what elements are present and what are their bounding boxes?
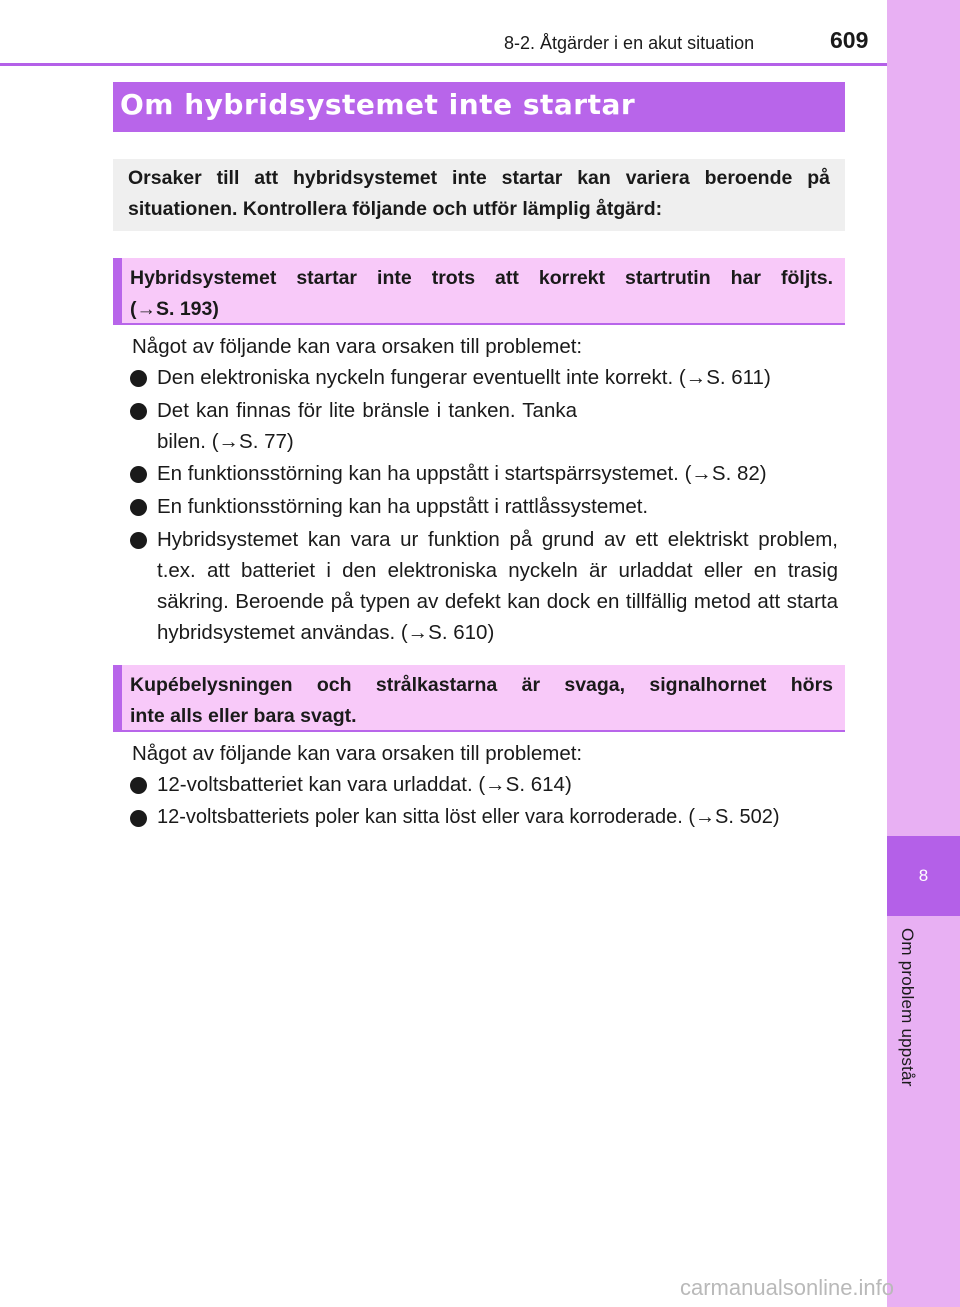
section-heading-1 — [113, 258, 845, 325]
side-tab-strip — [887, 0, 960, 1307]
bullet-icon — [130, 466, 147, 483]
list-item-text: Det kan finnas för lite bränsle i tanken. Tanka bilen. (→S. 77) — [157, 399, 577, 453]
bullet-icon — [130, 499, 147, 516]
section-1-lead: Något av följande kan vara orsaken till problemet: — [132, 335, 583, 358]
bullet-icon — [130, 403, 147, 420]
list-item-text: Den elektroniska nyckeln fungerar eventuellt inte korrekt. (→S. 611) — [157, 366, 771, 389]
list-item — [130, 524, 838, 648]
chapter-number-tab: 8 — [887, 836, 960, 916]
section-heading-2-line1: Kupébelysningen och strålkastarna är svaga, signalhornet hörs — [130, 674, 833, 696]
list-item-text: En funktionsstörning kan ha uppstått i rattlåssystemet. — [157, 495, 649, 518]
list-item — [130, 802, 838, 833]
list-item — [130, 458, 838, 489]
bullet-icon — [130, 370, 147, 387]
intro-box: Orsaker till att hybridsystemet inte startar kan variera beroende på situationen. Kontrollera följande och utför lämplig åtgärd: — [113, 159, 845, 231]
bullet-icon — [130, 532, 147, 549]
list-item-text: Hybridsystemet kan vara ur funktion på grund av ett elektriskt problem, t.ex. att batteriet i den elektroniska nyckeln är urladdat eller en trasig säkring. Beroende på typen av defekt kan dock en tillfällig metod att starta hybridsystemet användas. (→S. 610) — [157, 528, 838, 644]
page-number: 609 — [830, 27, 869, 53]
list-item-text: 12-voltsbatteriets poler kan sitta löst eller vara korroderade. (→S. 502) — [157, 806, 780, 828]
watermark-text: carmanualsonline.info — [680, 1275, 895, 1300]
header-section-title: 8-2. Åtgärder i en akut situation — [504, 33, 755, 53]
bullet-icon — [130, 777, 147, 794]
list-item — [130, 769, 838, 800]
list-item-text: En funktionsstörning kan ha uppstått i startspärrsystemet. (→S. 82) — [157, 462, 767, 485]
section-2-lead: Något av följande kan vara orsaken till problemet: — [132, 742, 583, 765]
list-item — [130, 491, 838, 522]
list-item — [130, 362, 838, 393]
header-divider — [0, 63, 887, 66]
section-heading-2-line2: inte alls eller bara svagt. — [130, 705, 357, 727]
bullet-icon — [130, 810, 147, 827]
section-heading-2 — [113, 665, 845, 732]
section-heading-1-line2: (→S. 193) — [130, 298, 219, 320]
chapter-side-label: Om problem uppstår — [898, 928, 917, 1087]
section-heading-1-line1: Hybridsystemet startar inte trots att korrekt startrutin har följts. — [130, 267, 833, 289]
list-item — [130, 395, 838, 457]
page-title: Om hybridsystemet inte startar — [120, 88, 636, 121]
list-item-text: 12-voltsbatteriet kan vara urladdat. (→S. 614) — [157, 773, 572, 796]
